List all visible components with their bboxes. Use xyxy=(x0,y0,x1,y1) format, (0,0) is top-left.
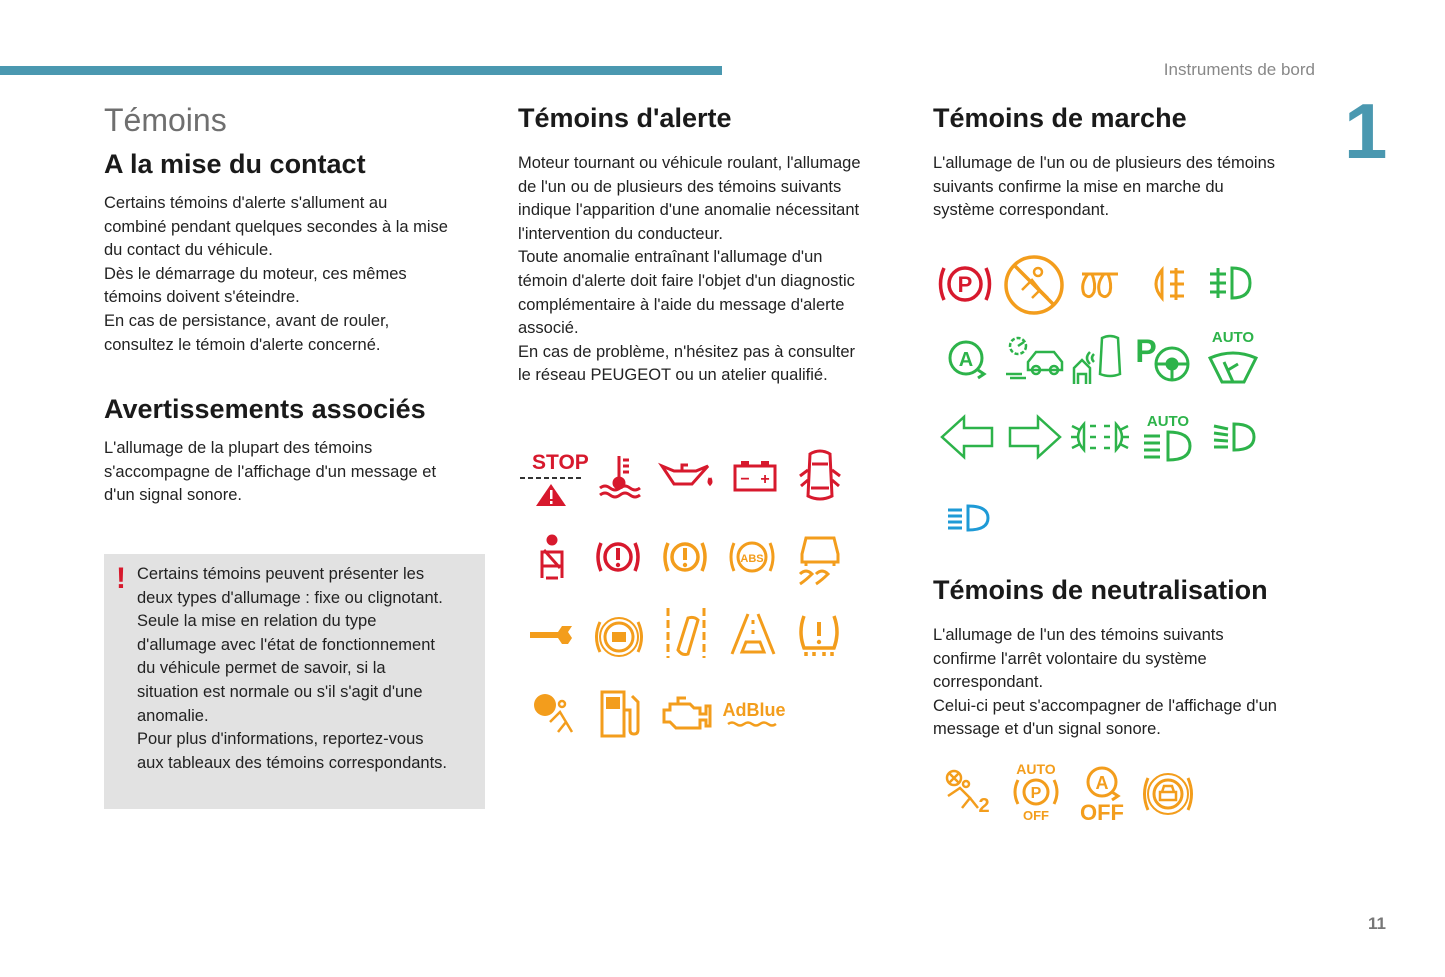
side-lights-icon xyxy=(1070,420,1130,454)
automatic-wipers-icon xyxy=(1206,328,1260,386)
heading-associated-warnings: Avertissements associés xyxy=(104,394,426,425)
park-assist-icon xyxy=(1132,332,1194,384)
main-beam-icon xyxy=(944,502,992,534)
svg-text:P: P xyxy=(1030,785,1042,802)
left-indicator-icon xyxy=(940,414,996,460)
stop-warning-icon xyxy=(520,448,589,510)
svg-text:A: A xyxy=(1095,773,1109,793)
column-intro xyxy=(104,100,489,508)
parking-sensors-icon xyxy=(1070,330,1126,386)
exclamation-icon: ! xyxy=(116,562,126,595)
section-header: Instruments de bord xyxy=(1163,60,1315,79)
wrench-service-icon xyxy=(528,622,576,650)
heading-alert-lights: Témoins d'alerte xyxy=(518,103,732,133)
brake-warning-icon xyxy=(595,535,641,579)
passenger-airbag-icon xyxy=(530,692,576,738)
page-title: Témoins xyxy=(104,102,227,138)
heading-operation-lights: Témoins de marche xyxy=(933,103,1187,133)
svg-text:AUTO: AUTO xyxy=(1146,413,1190,430)
auto-headlights-icon xyxy=(1140,412,1196,464)
lane-departure-icon xyxy=(664,604,710,662)
battery-icon xyxy=(732,458,778,492)
svg-text:2: 2 xyxy=(978,795,990,817)
engine-fault-icon xyxy=(660,696,712,734)
emergency-braking-off-icon xyxy=(1140,770,1196,818)
svg-text:ABS: ABS xyxy=(740,553,764,565)
chapter-number: 1 xyxy=(1344,87,1388,175)
distance-alert-icon xyxy=(728,610,778,656)
svg-text:OFF: OFF xyxy=(1080,800,1124,825)
heading-deactivation-lights: Témoins de neutralisation xyxy=(933,575,1268,605)
parking-brake-fault-icon xyxy=(592,614,646,660)
dipped-beam-icon xyxy=(1210,420,1258,454)
svg-text:−: − xyxy=(740,471,750,488)
svg-text:AUTO: AUTO xyxy=(1016,761,1056,777)
svg-text:STOP: STOP xyxy=(532,451,589,474)
abs-icon xyxy=(728,535,776,579)
warning-note-text: Certains témoins peuvent présenter les deux types d'allumage : fixe ou clignotant. Seule la mise en relation du type d'allumage avec l'état de fonctionnement du véhicule permet de savoir, si la situation est normale ou s'il s'agit d'une anomalie. Pour plus d'informations, reportez-vous aux tableaux des témoins correspondants. xyxy=(137,565,448,772)
oil-pressure-icon xyxy=(658,458,714,490)
front-fog-light-icon xyxy=(1206,264,1254,302)
seat-belt-icon xyxy=(536,534,568,580)
svg-text:AdBlue: AdBlue xyxy=(722,700,786,720)
svg-text:A: A xyxy=(958,349,974,371)
column-deactivation-lights xyxy=(933,572,1323,742)
seat-belt-passenger-off-icon xyxy=(942,768,994,816)
coolant-temperature-icon xyxy=(596,452,642,498)
svg-text:P: P xyxy=(1135,333,1157,369)
parking-brake-icon xyxy=(936,260,994,308)
paragraph-ignition: Certains témoins d'alerte s'allument au combiné pendant quelques secondes à la mise du contact du véhicule. Dès le démarrage du moteur, ces mêmes témoins doivent s'éteindre. En cas de persistance, avant de rouler, consultez le témoin d'alerte concerné. xyxy=(104,194,448,354)
preheat-icon xyxy=(1078,270,1122,300)
svg-text:OFF: OFF xyxy=(1023,808,1049,823)
top-accent-bar xyxy=(0,66,722,75)
paragraph-deactivation-lights: L'allumage de l'un des témoins suivants confirme l'arrêt volontaire du système correspondant. Celui-ci peut s'accompagner de l'affichage d'un message et d'un signal sonore. xyxy=(933,626,1277,739)
svg-text:P: P xyxy=(957,272,973,297)
rear-fog-light-icon xyxy=(1146,266,1190,302)
paragraph-alert-lights: Moteur tournant ou véhicule roulant, l'allumage de l'un ou de plusieurs des témoins suivants indique l'apparition d'une anomalie nécessitant l'intervention du conducteur. Toute anomalie entraînant l'allumage d'un témoin d'alerte doit faire l'objet d'un diagnostic complémentaire à l'aide du message d'alerte associé. En cas de problème, n'hésitez pas à consulter le réseau PEUGEOT ou un atelier qualifié. xyxy=(518,154,861,385)
heading-ignition: A la mise du contact xyxy=(104,149,366,179)
door-open-icon xyxy=(798,448,842,504)
service-warning-icon xyxy=(662,535,708,579)
right-indicator-icon xyxy=(1006,414,1062,460)
tyre-pressure-icon xyxy=(796,610,842,658)
column-operation-lights xyxy=(933,100,1323,223)
svg-text:+: + xyxy=(760,471,770,488)
paragraph-operation-lights: L'allumage de l'un ou de plusieurs des témoins suivants confirme la mise en marche du système correspondant. xyxy=(933,154,1276,220)
low-fuel-icon xyxy=(598,688,644,740)
auto-parking-brake-off-icon xyxy=(1008,760,1064,824)
column-alert-lights xyxy=(518,100,903,388)
stability-control-icon xyxy=(796,530,844,584)
passenger-airbag-off-icon xyxy=(1002,254,1066,316)
stop-start-icon xyxy=(944,338,992,380)
warning-note-box xyxy=(104,554,485,809)
cruise-control-icon xyxy=(1002,334,1066,380)
adblue-icon xyxy=(722,696,786,732)
paragraph-associated-warnings: L'allumage de la plupart des témoins s'accompagne de l'affichage d'un message et d'un signal sonore. xyxy=(104,439,437,505)
page-number: 11 xyxy=(1368,914,1386,933)
svg-text:AUTO: AUTO xyxy=(1211,329,1255,346)
stop-start-off-icon xyxy=(1076,764,1130,824)
